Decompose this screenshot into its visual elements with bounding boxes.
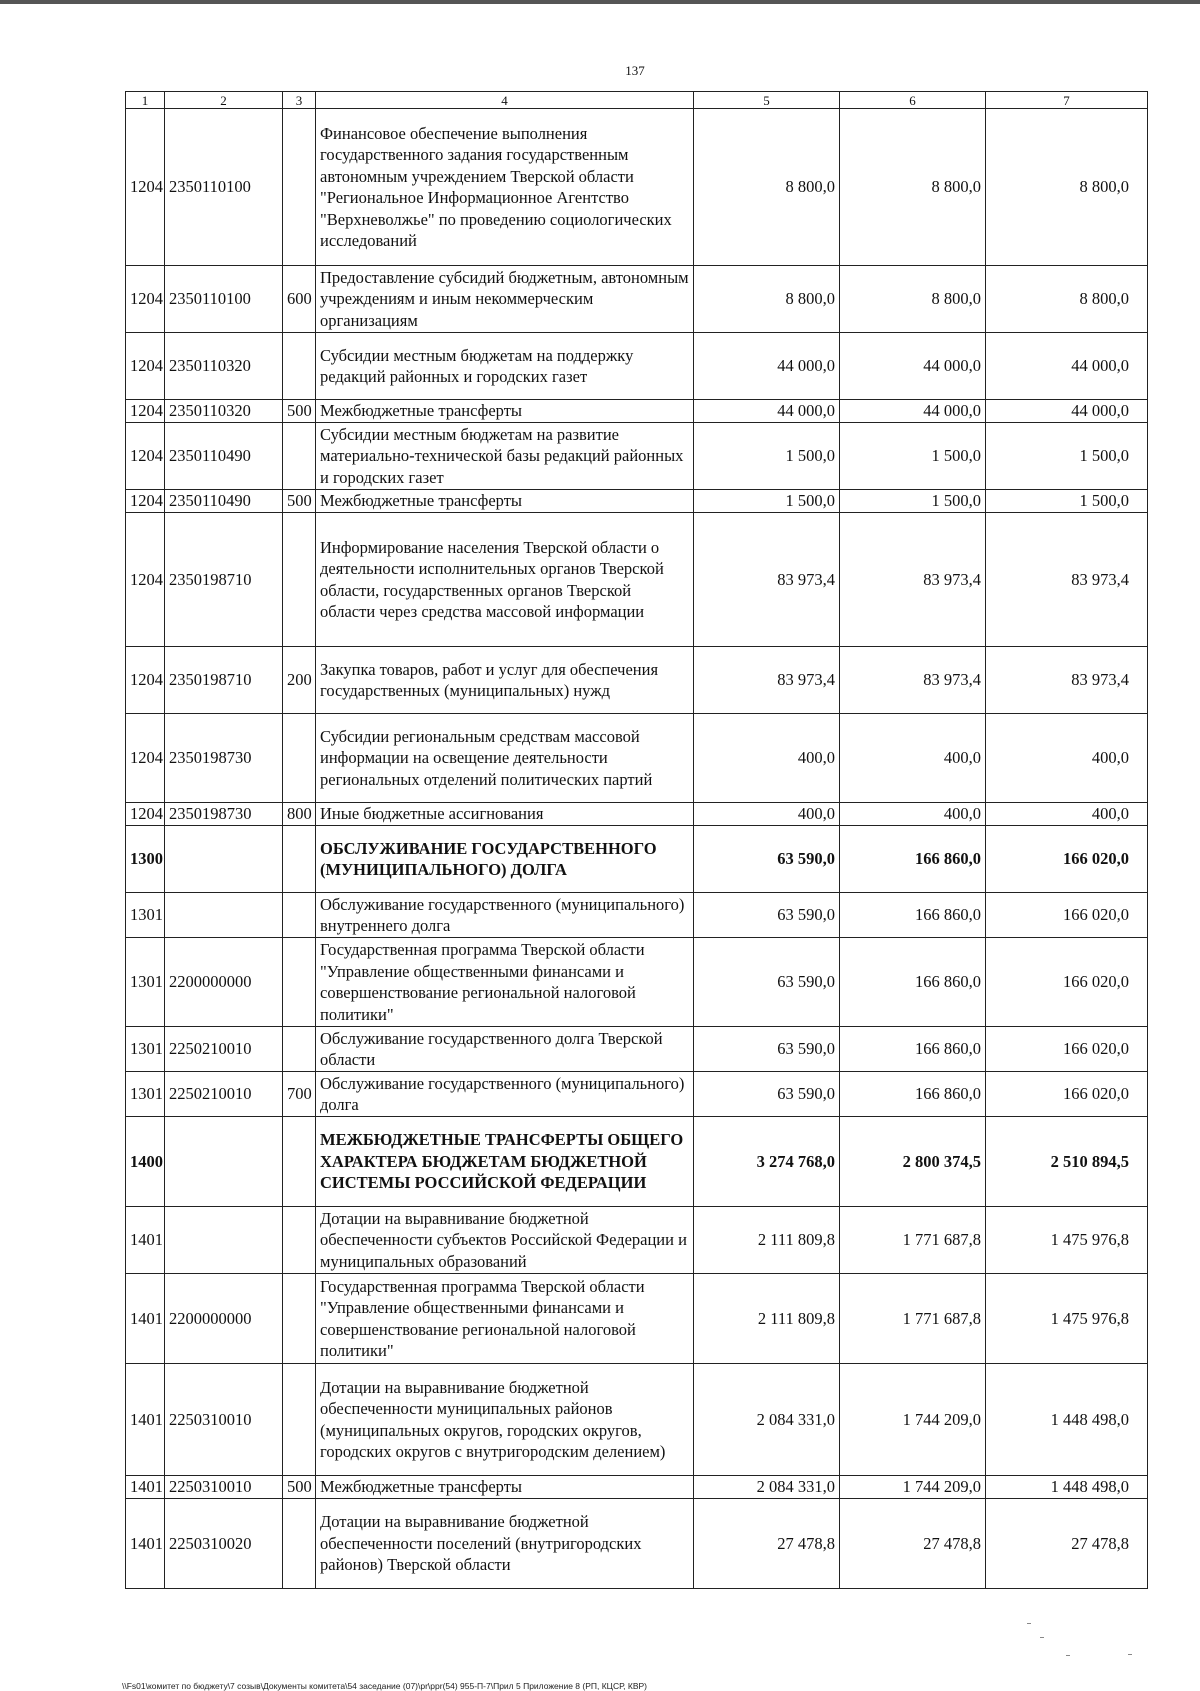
cell-col-6: 400,0: [840, 714, 986, 803]
cell-col-4: Государственная программа Тверской области "Управление общественными финансами и совершенствование региональной налоговой политики": [316, 1274, 694, 1364]
table-row: [126, 826, 1148, 893]
cell-col-4: Предоставление субсидий бюджетным, автономным учреждениям и иным некоммерческим организациям: [316, 266, 694, 333]
cell-col-1: 1401: [126, 1207, 165, 1274]
cell-col-2: 2200000000: [165, 1274, 283, 1364]
header-cell: 6: [840, 92, 986, 109]
cell-col-5: 2 111 809,8: [694, 1207, 840, 1274]
table-row: [126, 893, 1148, 938]
cell-col-5: 3 274 768,0: [694, 1117, 840, 1207]
cell-col-1: 1400: [126, 1117, 165, 1207]
cell-col-7: 8 800,0: [986, 109, 1148, 266]
cell-col-1: 1204: [126, 513, 165, 647]
cell-col-4: Субсидии местным бюджетам на развитие материально-технической базы редакций районных и городских газет: [316, 423, 694, 490]
cell-col-4: Межбюджетные трансферты: [316, 1476, 694, 1499]
cell-col-3: [283, 1364, 316, 1476]
page-number: 137: [625, 63, 645, 78]
cell-col-4: МЕЖБЮДЖЕТНЫЕ ТРАНСФЕРТЫ ОБЩЕГО ХАРАКТЕРА БЮДЖЕТАМ БЮДЖЕТНОЙ СИСТЕМЫ РОССИЙСКОЙ ФЕДЕРАЦИИ: [316, 1117, 694, 1207]
cell-col-3: 600: [283, 266, 316, 333]
cell-col-3: 500: [283, 1476, 316, 1499]
cell-col-5: 2 111 809,8: [694, 1274, 840, 1364]
table-row: [126, 647, 1148, 714]
cell-col-7: 166 020,0: [986, 938, 1148, 1027]
cell-col-4: Обслуживание государственного (муниципального) внутреннего долга: [316, 893, 694, 938]
cell-col-5: 2 084 331,0: [694, 1476, 840, 1499]
cell-col-2: 2200000000: [165, 938, 283, 1027]
cell-col-3: [283, 423, 316, 490]
cell-col-2: [165, 893, 283, 938]
cell-col-6: 44 000,0: [840, 400, 986, 423]
cell-col-6: 1 771 687,8: [840, 1274, 986, 1364]
scan-speck: [1027, 1623, 1031, 1624]
table-row: [126, 109, 1148, 266]
cell-col-3: [283, 1117, 316, 1207]
cell-col-2: 2350110320: [165, 400, 283, 423]
cell-col-3: [283, 826, 316, 893]
cell-col-1: 1204: [126, 266, 165, 333]
table-row: [126, 1027, 1148, 1072]
cell-col-6: 400,0: [840, 803, 986, 826]
header-cell: 4: [316, 92, 694, 109]
cell-col-2: 2350198730: [165, 714, 283, 803]
cell-col-6: 166 860,0: [840, 938, 986, 1027]
cell-col-6: 1 771 687,8: [840, 1207, 986, 1274]
footer-file-path: \\Fs01\комитет по бюджету\7 созыв\Документы комитета\54 заседание (07)\pr\ppr(54) 955-П-7\Прил 5 Приложение 8 (РП, КЦСР, КВР): [122, 1681, 648, 1691]
cell-col-3: [283, 109, 316, 266]
cell-col-5: 27 478,8: [694, 1499, 840, 1589]
table-row: [126, 1274, 1148, 1364]
cell-col-6: 8 800,0: [840, 266, 986, 333]
cell-col-2: 2250310010: [165, 1476, 283, 1499]
cell-col-3: [283, 714, 316, 803]
cell-col-5: 44 000,0: [694, 333, 840, 400]
cell-col-7: 1 500,0: [986, 423, 1148, 490]
cell-col-2: 2350198710: [165, 647, 283, 714]
cell-col-1: 1401: [126, 1499, 165, 1589]
cell-col-2: 2250310020: [165, 1499, 283, 1589]
cell-col-3: [283, 1499, 316, 1589]
budget-table: [125, 91, 1148, 1589]
cell-col-4: Обслуживание государственного долга Тверской области: [316, 1027, 694, 1072]
cell-col-5: 83 973,4: [694, 513, 840, 647]
cell-col-5: 63 590,0: [694, 1027, 840, 1072]
table-header-row: [126, 92, 1148, 109]
cell-col-2: [165, 1207, 283, 1274]
cell-col-4: Закупка товаров, работ и услуг для обеспечения государственных (муниципальных) нужд: [316, 647, 694, 714]
cell-col-3: [283, 1027, 316, 1072]
cell-col-1: 1204: [126, 490, 165, 513]
table-row: [126, 400, 1148, 423]
cell-col-5: 63 590,0: [694, 938, 840, 1027]
cell-col-7: 1 475 976,8: [986, 1274, 1148, 1364]
table-row: [126, 1117, 1148, 1207]
scan-speck: [1066, 1655, 1070, 1656]
cell-col-2: 2250210010: [165, 1027, 283, 1072]
cell-col-6: 166 860,0: [840, 826, 986, 893]
cell-col-6: 44 000,0: [840, 333, 986, 400]
cell-col-4: Субсидии региональным средствам массовой информации на освещение деятельности региональных отделений политических партий: [316, 714, 694, 803]
table-row: [126, 490, 1148, 513]
table-row: [126, 1476, 1148, 1499]
cell-col-2: 2350110490: [165, 423, 283, 490]
table-row: [126, 714, 1148, 803]
cell-col-6: 8 800,0: [840, 109, 986, 266]
cell-col-1: 1204: [126, 109, 165, 266]
table-row: [126, 803, 1148, 826]
cell-col-4: Субсидии местным бюджетам на поддержку редакций районных и городских газет: [316, 333, 694, 400]
cell-col-3: [283, 333, 316, 400]
cell-col-2: [165, 1117, 283, 1207]
table-body: [126, 92, 1148, 1589]
cell-col-4: Финансовое обеспечение выполнения государственного задания государственным автономным учреждением Тверской области "Региональное Информационное Агентство "Верхневолжье" по проведению социологических исследований: [316, 109, 694, 266]
cell-col-6: 1 744 209,0: [840, 1476, 986, 1499]
cell-col-5: 2 084 331,0: [694, 1364, 840, 1476]
cell-col-2: 2350110100: [165, 109, 283, 266]
cell-col-4: Информирование населения Тверской области о деятельности исполнительных органов Тверской области, государственных органов Тверской области через средства массовой информации: [316, 513, 694, 647]
scan-speck: [1040, 1637, 1044, 1638]
cell-col-5: 1 500,0: [694, 423, 840, 490]
table-row: [126, 423, 1148, 490]
cell-col-2: 2250310010: [165, 1364, 283, 1476]
cell-col-7: 2 510 894,5: [986, 1117, 1148, 1207]
header-cell: 1: [126, 92, 165, 109]
cell-col-6: 166 860,0: [840, 1027, 986, 1072]
cell-col-7: 166 020,0: [986, 893, 1148, 938]
cell-col-5: 8 800,0: [694, 109, 840, 266]
cell-col-4: Дотации на выравнивание бюджетной обеспеченности поселений (внутригородских районов) Тверской области: [316, 1499, 694, 1589]
cell-col-6: 83 973,4: [840, 513, 986, 647]
table-row: [126, 1207, 1148, 1274]
cell-col-2: 2250210010: [165, 1072, 283, 1117]
table-row: [126, 1364, 1148, 1476]
scan-speck: [1128, 1654, 1132, 1655]
cell-col-7: 83 973,4: [986, 647, 1148, 714]
cell-col-4: Межбюджетные трансферты: [316, 490, 694, 513]
cell-col-7: 1 500,0: [986, 490, 1148, 513]
table-row: [126, 513, 1148, 647]
cell-col-6: 1 744 209,0: [840, 1364, 986, 1476]
cell-col-5: 63 590,0: [694, 1072, 840, 1117]
cell-col-6: 166 860,0: [840, 893, 986, 938]
cell-col-3: 800: [283, 803, 316, 826]
cell-col-5: 63 590,0: [694, 826, 840, 893]
cell-col-6: 83 973,4: [840, 647, 986, 714]
cell-col-3: [283, 893, 316, 938]
cell-col-7: 166 020,0: [986, 1027, 1148, 1072]
cell-col-7: 166 020,0: [986, 1072, 1148, 1117]
cell-col-5: 83 973,4: [694, 647, 840, 714]
header-cell: 3: [283, 92, 316, 109]
cell-col-7: 27 478,8: [986, 1499, 1148, 1589]
header-cell: 2: [165, 92, 283, 109]
cell-col-3: [283, 1207, 316, 1274]
cell-col-7: 1 448 498,0: [986, 1364, 1148, 1476]
table-row: [126, 266, 1148, 333]
cell-col-2: 2350110100: [165, 266, 283, 333]
cell-col-1: 1204: [126, 333, 165, 400]
cell-col-7: 83 973,4: [986, 513, 1148, 647]
cell-col-1: 1401: [126, 1476, 165, 1499]
cell-col-4: ОБСЛУЖИВАНИЕ ГОСУДАРСТВЕННОГО (МУНИЦИПАЛЬНОГО) ДОЛГА: [316, 826, 694, 893]
cell-col-6: 1 500,0: [840, 490, 986, 513]
cell-col-2: 2350198710: [165, 513, 283, 647]
cell-col-4: Обслуживание государственного (муниципального) долга: [316, 1072, 694, 1117]
cell-col-5: 400,0: [694, 803, 840, 826]
cell-col-6: 1 500,0: [840, 423, 986, 490]
cell-col-4: Дотации на выравнивание бюджетной обеспеченности субъектов Российской Федерации и муниципальных образований: [316, 1207, 694, 1274]
cell-col-1: 1204: [126, 647, 165, 714]
cell-col-4: Государственная программа Тверской области "Управление общественными финансами и совершенствование региональной налоговой политики": [316, 938, 694, 1027]
table-row: [126, 1072, 1148, 1117]
cell-col-1: 1301: [126, 1027, 165, 1072]
cell-col-3: 500: [283, 400, 316, 423]
table-row: [126, 1499, 1148, 1589]
cell-col-5: 8 800,0: [694, 266, 840, 333]
cell-col-2: 2350110490: [165, 490, 283, 513]
cell-col-3: 500: [283, 490, 316, 513]
cell-col-4: Межбюджетные трансферты: [316, 400, 694, 423]
cell-col-2: 2350110320: [165, 333, 283, 400]
cell-col-7: 400,0: [986, 714, 1148, 803]
cell-col-1: 1204: [126, 400, 165, 423]
scan-edge: [0, 0, 1200, 4]
cell-col-3: [283, 513, 316, 647]
cell-col-7: 1 448 498,0: [986, 1476, 1148, 1499]
cell-col-1: 1204: [126, 714, 165, 803]
cell-col-1: 1204: [126, 803, 165, 826]
cell-col-1: 1204: [126, 423, 165, 490]
cell-col-1: 1301: [126, 1072, 165, 1117]
cell-col-7: 1 475 976,8: [986, 1207, 1148, 1274]
cell-col-7: 400,0: [986, 803, 1148, 826]
cell-col-2: [165, 826, 283, 893]
cell-col-5: 1 500,0: [694, 490, 840, 513]
cell-col-7: 44 000,0: [986, 333, 1148, 400]
table-row: [126, 938, 1148, 1027]
cell-col-3: [283, 1274, 316, 1364]
cell-col-1: 1401: [126, 1364, 165, 1476]
cell-col-3: [283, 938, 316, 1027]
cell-col-4: Дотации на выравнивание бюджетной обеспеченности муниципальных районов (муниципальных округов, городских округов, городских округов с внутригородским делением): [316, 1364, 694, 1476]
cell-col-6: 27 478,8: [840, 1499, 986, 1589]
cell-col-3: 200: [283, 647, 316, 714]
cell-col-5: 44 000,0: [694, 400, 840, 423]
cell-col-6: 2 800 374,5: [840, 1117, 986, 1207]
cell-col-3: 700: [283, 1072, 316, 1117]
cell-col-5: 400,0: [694, 714, 840, 803]
cell-col-7: 8 800,0: [986, 266, 1148, 333]
cell-col-1: 1301: [126, 893, 165, 938]
cell-col-7: 44 000,0: [986, 400, 1148, 423]
header-cell: 5: [694, 92, 840, 109]
cell-col-1: 1300: [126, 826, 165, 893]
cell-col-1: 1401: [126, 1274, 165, 1364]
cell-col-2: 2350198730: [165, 803, 283, 826]
cell-col-6: 166 860,0: [840, 1072, 986, 1117]
cell-col-5: 63 590,0: [694, 893, 840, 938]
cell-col-7: 166 020,0: [986, 826, 1148, 893]
cell-col-4: Иные бюджетные ассигнования: [316, 803, 694, 826]
cell-col-1: 1301: [126, 938, 165, 1027]
table-row: [126, 333, 1148, 400]
header-cell: 7: [986, 92, 1148, 109]
